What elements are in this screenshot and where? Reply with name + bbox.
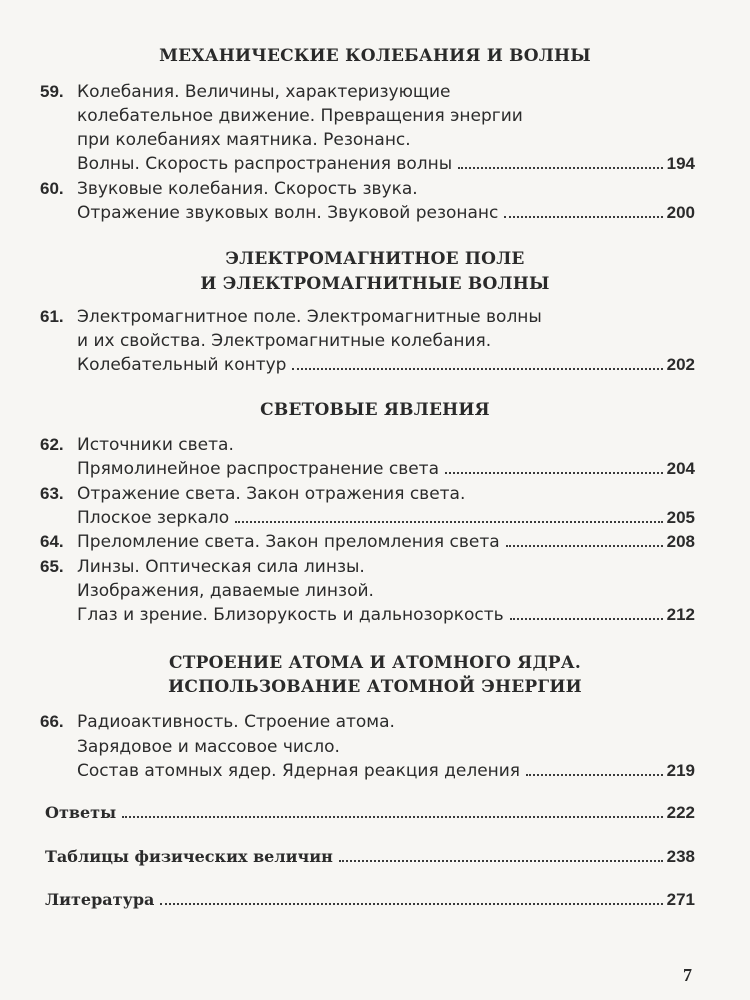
section-title-atom-line-1: СТРОЕНИЕ АТОМА И АТОМНОГО ЯДРА. bbox=[169, 653, 581, 673]
entry-60-leader-line[interactable] bbox=[77, 201, 695, 225]
entry-61-line-3: Колебательный контур bbox=[77, 355, 287, 375]
entry-61-page: 202 bbox=[666, 355, 695, 374]
entry-63-leader-line[interactable] bbox=[77, 506, 695, 530]
dot-leader bbox=[122, 816, 663, 818]
entry-66-leader-line[interactable] bbox=[77, 759, 695, 783]
entry-number-59: 59. bbox=[40, 82, 64, 101]
entry-65-leader-line[interactable] bbox=[77, 603, 695, 627]
entry-64-line-1: Преломление света. Закон преломления света bbox=[77, 532, 500, 552]
section-title-em-field-line-2: И ЭЛЕКТРОМАГНИТНЫЕ ВОЛНЫ bbox=[200, 274, 550, 294]
entry-65-line-1: Линзы. Оптическая сила линзы. bbox=[77, 557, 365, 577]
entry-number-64: 64. bbox=[40, 532, 64, 551]
entry-62-leader-line[interactable] bbox=[77, 457, 695, 481]
answers-page: 222 bbox=[666, 803, 695, 822]
page-number: 7 bbox=[683, 965, 692, 985]
entry-59-page: 194 bbox=[666, 154, 695, 173]
dot-leader bbox=[506, 545, 663, 547]
entry-64-leader-line[interactable] bbox=[77, 530, 695, 554]
dot-leader bbox=[235, 521, 662, 523]
dot-leader bbox=[445, 472, 663, 474]
entry-59-line-1: Колебания. Величины, характеризующие bbox=[77, 82, 451, 102]
dot-leader bbox=[526, 774, 663, 776]
dot-leader bbox=[510, 618, 663, 620]
dot-leader bbox=[339, 860, 663, 862]
entry-63-line-2: Плоское зеркало bbox=[77, 508, 230, 528]
entry-65-page: 212 bbox=[666, 605, 695, 624]
entry-62-line-1: Источники света. bbox=[77, 435, 234, 455]
entry-61-line-1: Электромагнитное поле. Электромагнитные волны bbox=[77, 307, 542, 327]
entry-60-line-2: Отражение звуковых волн. Звуковой резонанс bbox=[77, 203, 499, 223]
entry-59-leader-line[interactable] bbox=[77, 152, 695, 176]
entry-66-line-1: Радиоактивность. Строение атома. bbox=[77, 712, 395, 732]
entry-59-line-3: при колебаниях маятника. Резонанс. bbox=[77, 130, 411, 150]
literature-entry[interactable] bbox=[45, 888, 695, 912]
entry-65-line-2: Изображения, даваемые линзой. bbox=[77, 581, 374, 601]
entry-61-leader-line[interactable] bbox=[77, 353, 695, 377]
entry-63-page: 205 bbox=[666, 508, 695, 527]
entry-number-60: 60. bbox=[40, 179, 64, 198]
entry-62-line-2: Прямолинейное распространение света bbox=[77, 459, 440, 479]
tables-label: Таблицы физических величин bbox=[45, 847, 333, 866]
answers-label: Ответы bbox=[45, 803, 117, 822]
entry-59-line-2: колебательное движение. Превращения энергии bbox=[77, 106, 523, 126]
entry-number-63: 63. bbox=[40, 484, 64, 503]
entry-60-line-1: Звуковые колебания. Скорость звука. bbox=[77, 179, 418, 199]
section-title-light: СВЕТОВЫЕ ЯВЛЕНИЯ bbox=[260, 400, 490, 420]
entry-66-page: 219 bbox=[666, 761, 695, 780]
entry-number-65: 65. bbox=[40, 557, 64, 576]
entry-66-line-3: Состав атомных ядер. Ядерная реакция деления bbox=[77, 761, 521, 781]
entry-63-line-1: Отражение света. Закон отражения света. bbox=[77, 484, 466, 504]
entry-65-line-3: Глаз и зрение. Близорукость и дальнозоркость bbox=[77, 605, 504, 625]
tables-page: 238 bbox=[666, 847, 695, 866]
entry-61-line-2: и их свойства. Электромагнитные колебания. bbox=[77, 331, 492, 351]
literature-page: 271 bbox=[666, 890, 695, 909]
entry-60-page: 200 bbox=[666, 203, 695, 222]
entry-number-66: 66. bbox=[40, 712, 64, 731]
dot-leader bbox=[160, 903, 662, 905]
entry-59-line-4: Волны. Скорость распространения волны bbox=[77, 154, 453, 174]
entry-66-line-2: Зарядовое и массовое число. bbox=[77, 737, 340, 757]
entry-64-page: 208 bbox=[666, 532, 695, 551]
entry-62-page: 204 bbox=[666, 459, 695, 478]
dot-leader bbox=[292, 368, 662, 370]
dot-leader bbox=[458, 167, 662, 169]
section-title-mechanical-waves: МЕХАНИЧЕСКИЕ КОЛЕБАНИЯ И ВОЛНЫ bbox=[159, 46, 591, 66]
entry-number-62: 62. bbox=[40, 435, 64, 454]
entry-number-61: 61. bbox=[40, 307, 64, 326]
answers-entry[interactable] bbox=[45, 801, 695, 825]
literature-label: Литература bbox=[45, 890, 155, 909]
dot-leader bbox=[504, 216, 662, 218]
section-title-atom-line-2: ИСПОЛЬЗОВАНИЕ АТОМНОЙ ЭНЕРГИИ bbox=[168, 677, 582, 697]
section-title-em-field-line-1: ЭЛЕКТРОМАГНИТНОЕ ПОЛЕ bbox=[225, 249, 525, 269]
tables-entry[interactable] bbox=[45, 845, 695, 869]
